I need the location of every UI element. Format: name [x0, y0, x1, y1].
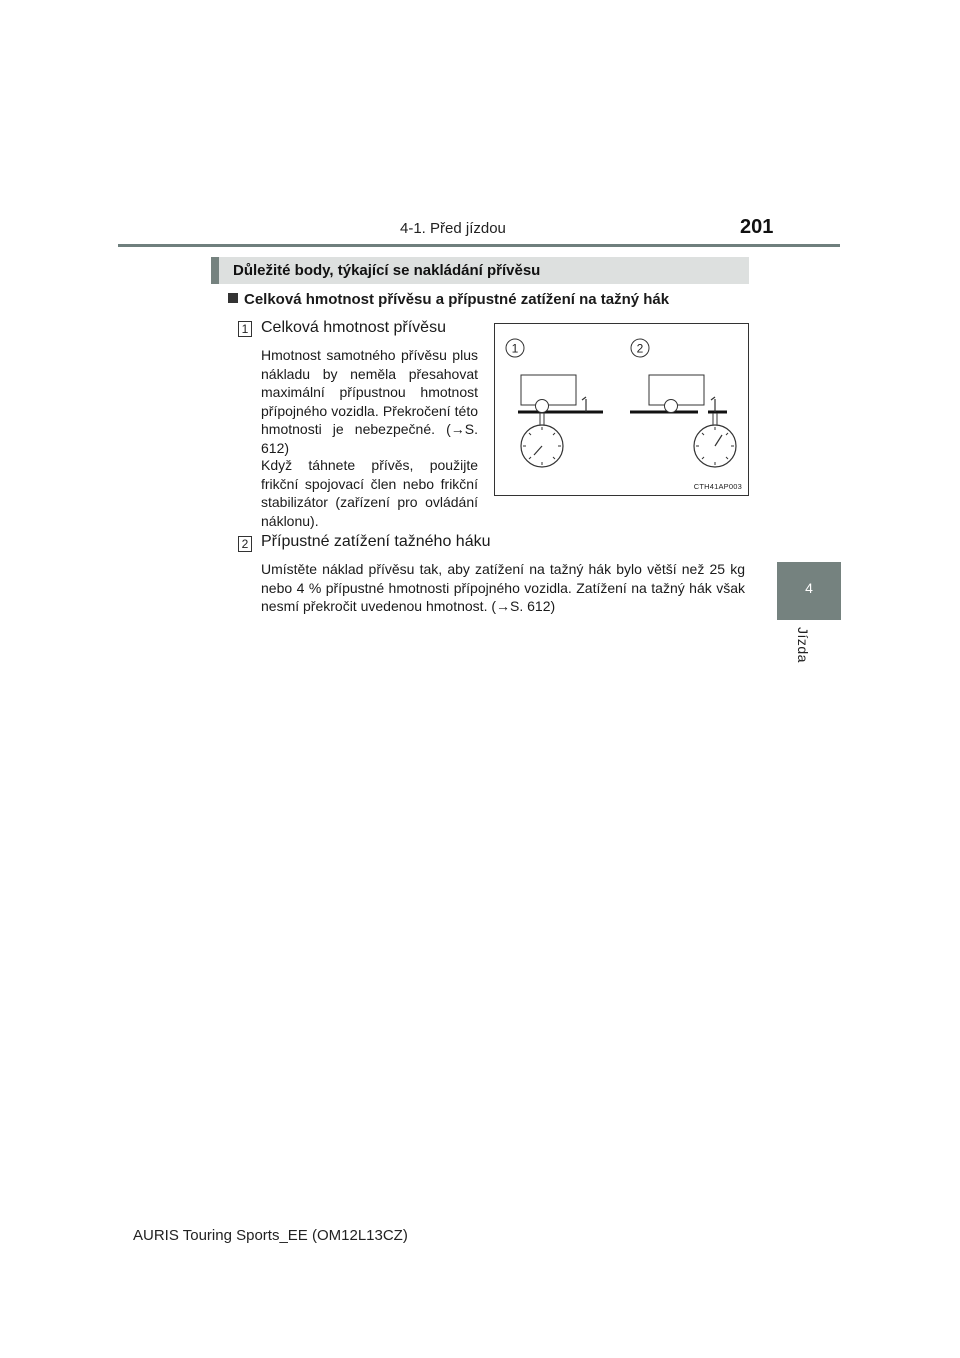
item-1-paragraph-2: Když táhnete přívěs, použijte frikční spojovací člen nebo frikční stabilizátor (zařízení pro ovládání náklonu). [261, 457, 478, 529]
item-number-2: 2 [238, 536, 252, 552]
trailer-scale-group-2 [630, 375, 736, 467]
item-number-1: 1 [238, 321, 252, 337]
chapter-label [795, 627, 815, 687]
callout-label-2: 2 [636, 341, 644, 356]
subsection-heading [228, 291, 669, 308]
section-title: Důležité body, týkající se nakládání přívěsu [233, 262, 541, 279]
item-1-paragraph-1: Hmotnost samotného přívěsu plus nákladu by neměla přesahovat maximální přípustnou hmotnost přípojného vozidla. Překročení této hmotnosti je nebezpečné. (→S. 612) [261, 347, 478, 456]
trailer-scale-group-1 [518, 375, 603, 467]
chapter-number: 4 [805, 580, 813, 596]
header-section: 4-1. Před jízdou [400, 220, 506, 237]
section-box [211, 257, 749, 284]
bullet-square-icon [228, 293, 238, 303]
item-title-1: Celková hmotnost přívěsu [261, 319, 446, 336]
page-number: 201 [740, 216, 774, 238]
item-2-paragraph-1: Umístěte náklad přívěsu tak, aby zatížení na tažný hák bylo větší než 25 kg nebo 4 % přípustné hmotnosti přípojného vozidla. Zatížení na tažný hák však nesmí překročit uvedenou hmotnost. (→S. 612) [261, 561, 745, 614]
header-rule [118, 244, 840, 247]
trailer-scale-illustration [495, 324, 748, 495]
trailer-weight-figure [494, 323, 749, 496]
chapter-label-text: Jízda [795, 627, 811, 663]
callout-label-1: 1 [511, 341, 519, 356]
item-title-2: Přípustné zatížení tažného háku [261, 533, 491, 550]
chapter-tab [777, 562, 841, 620]
footer-model: AURIS Touring Sports_EE (OM12L13CZ) [133, 1227, 408, 1244]
figure-code: CTH41AP003 [693, 482, 742, 491]
subsection-heading-text: Celková hmotnost přívěsu a přípustné zatížení na tažný hák [244, 291, 670, 308]
